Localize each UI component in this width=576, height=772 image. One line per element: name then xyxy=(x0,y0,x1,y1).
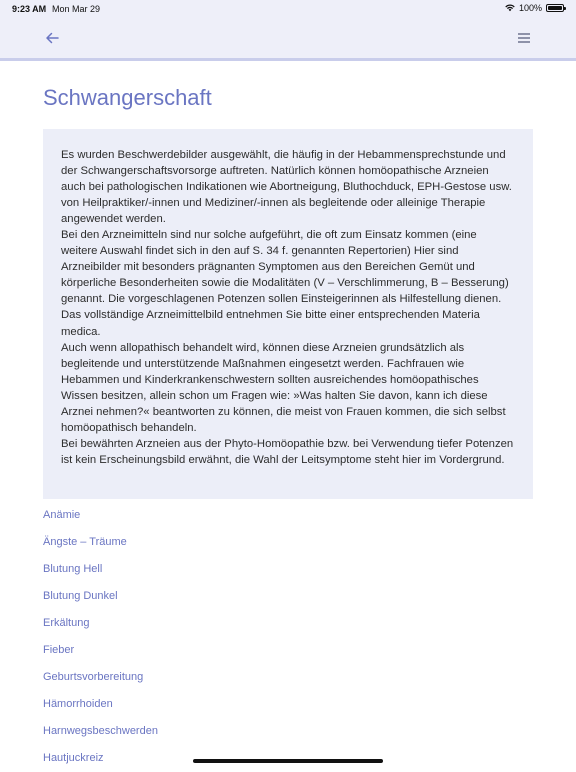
status-bar xyxy=(0,0,576,18)
intro-paragraph: Auch wenn allopathisch behandelt wird, können diese Arzneien grundsätzlich als begleitende und unterstützende Maßnahmen eingesetzt werden. Fachfrauen wie Hebammen und Kinderkrankenschwestern sollten ausreichendes homöopathisches Wissen besitzen, allein schon um Fragen wie: »Was halten Sie davon, kann ich diese Arznei nehmen?« beantworten zu können, die meist von Frauen kommen, die sich selbst homöopathisch behandeln. xyxy=(61,341,506,434)
topic-link-anaemie[interactable]: Anämie xyxy=(43,509,81,521)
navigation-bar xyxy=(0,18,576,61)
topic-link-haemorrhoiden[interactable]: Hämorrhoiden xyxy=(43,698,113,710)
menu-button[interactable] xyxy=(512,26,536,50)
page-title: Schwangerschaft xyxy=(43,85,212,110)
topic-link-blutung-hell[interactable]: Blutung Hell xyxy=(43,563,103,575)
battery-percentage: 100% xyxy=(518,3,542,13)
topic-link-aengste-traeume[interactable]: Ängste – Träume xyxy=(43,536,127,548)
hamburger-menu-icon xyxy=(512,26,536,50)
intro-paragraph: Es wurden Beschwerdebilder ausgewählt, die häufig in der Hebammensprechstunde und der Schwangerschaftsvorsorge auftreten. Natürlich können homöopathische Arzneien auch bei pathologischen Indikationen wie Abortneigung, Bluthochduck, EPH-Gestose usw. von Heilpraktiker/-innen und Mediziner/-innen als begleitende oder alleinige Therapie angewendet werden. xyxy=(61,149,512,226)
status-right xyxy=(505,3,564,13)
arrow-left-icon xyxy=(40,26,64,50)
intro-paragraph: Bei den Arzneimitteln sind nur solche aufgeführt, die oft zum Einsatz kommen (eine weitere Auswahl findet sich in den auf S. 34 f. genannten Repertorien) Hier sind Arzneibilder mit besonders prägnanten Symptomen aus den Bereichen Gemüt und körperliche Besonderheiten sowie die Modalitäten (V – Verschlimmerung, B – Besserung) genannt. Die vorgeschlagenen Potenzen sollen Einsteigerinnen als Hilfestellung dienen. Das vollständige Arzneimittelbild entnehmen Sie bitte einer entsprechenden Materia medica. xyxy=(61,229,509,338)
topic-link-harnwegsbeschwerden[interactable]: Harnwegsbeschwerden xyxy=(43,725,158,737)
home-indicator[interactable] xyxy=(193,759,383,763)
topic-link-hautjuckreiz[interactable]: Hautjuckreiz xyxy=(43,752,104,764)
topic-link-blutung-dunkel[interactable]: Blutung Dunkel xyxy=(43,590,118,602)
topic-link-erkaeltung[interactable]: Erkältung xyxy=(43,617,90,629)
status-date: Mon Mar 29 xyxy=(52,4,101,14)
back-button[interactable] xyxy=(40,26,64,50)
topic-link-fieber[interactable]: Fieber xyxy=(43,644,75,656)
topic-list xyxy=(43,502,158,772)
status-time: 9:23 AM xyxy=(12,4,47,14)
topic-link-geburtsvorbereitung[interactable]: Geburtsvorbereitung xyxy=(43,671,144,683)
battery-icon xyxy=(546,4,564,12)
intro-box xyxy=(43,129,533,499)
wifi-icon xyxy=(505,4,515,12)
intro-paragraph: Bei bewährten Arzneien aus der Phyto-Homöopathie bzw. bei Verwendung tiefer Potenzen ist kein Erscheinungsbild erwähnt, die Wahl der Leitsymptome steht hier im Vordergrund. xyxy=(61,437,514,466)
